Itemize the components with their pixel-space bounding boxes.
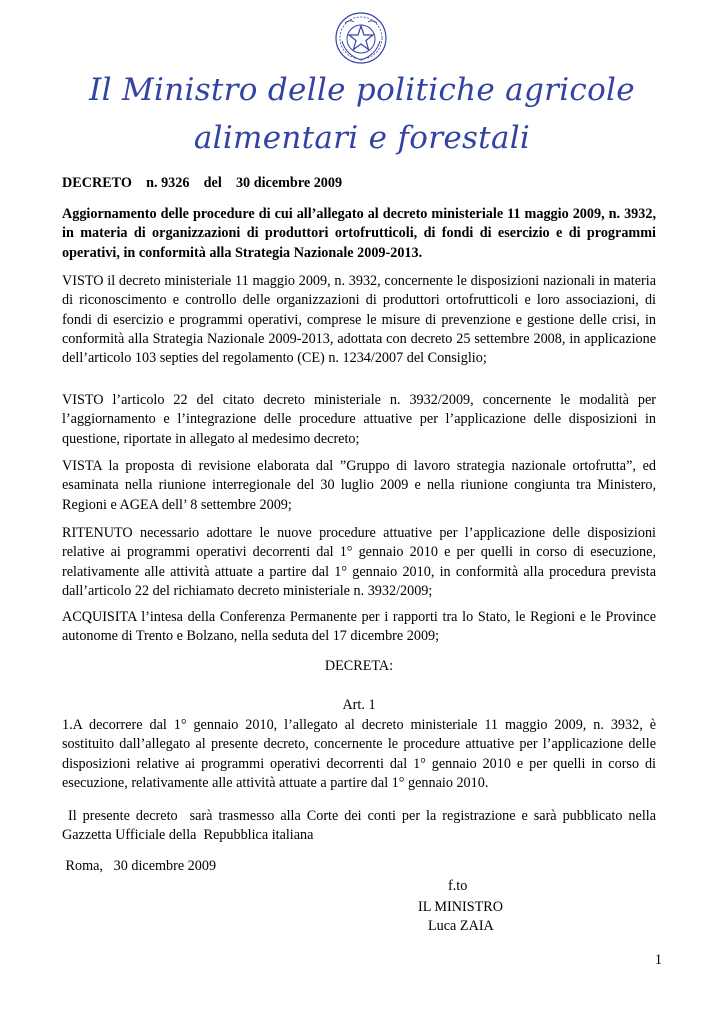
closing-paragraph: Il presente decreto sarà trasmesso alla Corte dei conti per la registrazione e sarà pubblicato nella Gazzetta Ufficiale della Repubblica italiana xyxy=(62,808,660,844)
visto-paragraph-1: VISTO il decreto ministeriale 11 maggio 2009, n. 3932, concernente le disposizioni nazionali in materia di riconoscimento e controllo delle organizzazioni di produttori ortofrutticoli e loro associazioni, di fondi di esercizio e programmi operativi, comprese le misure di prevenzione e gestione delle crisi, in conformità alla Strategia Nazionale 2009-2013, adottata con decreto 25 settembre 2008, in applicazione dell’articolo 103 septies del regolamento (CE) n. 1234/2007 del Consiglio; xyxy=(62,273,656,367)
vista-paragraph: VISTA la proposta di revisione elaborata dal ”Gruppo di lavoro strategia nazionale ortofrutta”, ed esaminata nella riunione interregionale del 30 luglio 2009 e nella riunione congiunta tra Ministero, Regioni e AGEA dell’ 8 settembre 2009; xyxy=(62,458,656,513)
decreta-heading: DECRETA: xyxy=(324,658,394,674)
ministry-title-line2: alimentari e forestali xyxy=(193,120,531,156)
article-title: Art. 1 xyxy=(342,697,376,713)
italian-republic-emblem-icon xyxy=(334,11,388,65)
decree-subject: Aggiornamento delle procedure di cui all’allegato al decreto ministeriale 11 maggio 2009, n. 3932, in materia di organizzazioni di produttori ortofrutticoli, di fondi di esercizio e di programmi operativi, in conformità alla Strategia Nazionale 2009-2013. xyxy=(62,206,656,261)
page-number: 1 xyxy=(654,952,662,968)
article-1-text: 1.A decorrere dal 1° gennaio 2010, l’allegato al decreto ministeriale 11 maggio 2009, n. 3932, è sostituito dall’allegato al presente decreto, concernente le procedure attuative per l’applicazione delle disposizioni relative ai programmi operativi decorrenti dal 1° gennaio 2010 e per quelli in corso di esecuzione, relativamente alle attività attuate a partire dal 1° gennaio 2010. xyxy=(62,717,656,791)
decree-heading: DECRETO n. 9326 del 30 dicembre 2009 xyxy=(62,175,343,191)
ritenuto-paragraph: RITENUTO necessario adottare le nuove procedure attuative per l’applicazione delle disposizioni relative ai programmi operativi decorrenti dal 1° gennaio 2010 e per quelli in corso di esecuzione, relativamente alle attività attuate a partire dal 1° gennaio 2010, in conformità alla procedura prevista dall’articolo 22 del richiamato decreto ministeriale n. 3932/2009; xyxy=(62,525,656,599)
acquisita-paragraph: ACQUISITA l’intesa della Conferenza Permanente per i rapporti tra lo Stato, le Regioni e le Province autonome di Trento e Bolzano, nella seduta del 17 dicembre 2009; xyxy=(62,609,656,645)
signer-title: IL MINISTRO xyxy=(418,899,503,915)
visto-paragraph-2: VISTO l’articolo 22 del citato decreto ministeriale n. 3932/2009, concernente le modalità per l’aggiornamento e l’integrazione delle procedure attuative per l’applicazione delle disposizioni in questione, riportate in allegato al medesimo decreto; xyxy=(62,392,656,447)
ministry-title-line1: Il Ministro delle politiche agricole xyxy=(89,72,635,108)
signer-name: Luca ZAIA xyxy=(428,918,494,934)
place-date: Roma, 30 dicembre 2009 xyxy=(62,858,217,874)
signed-note: f.to xyxy=(448,878,468,894)
